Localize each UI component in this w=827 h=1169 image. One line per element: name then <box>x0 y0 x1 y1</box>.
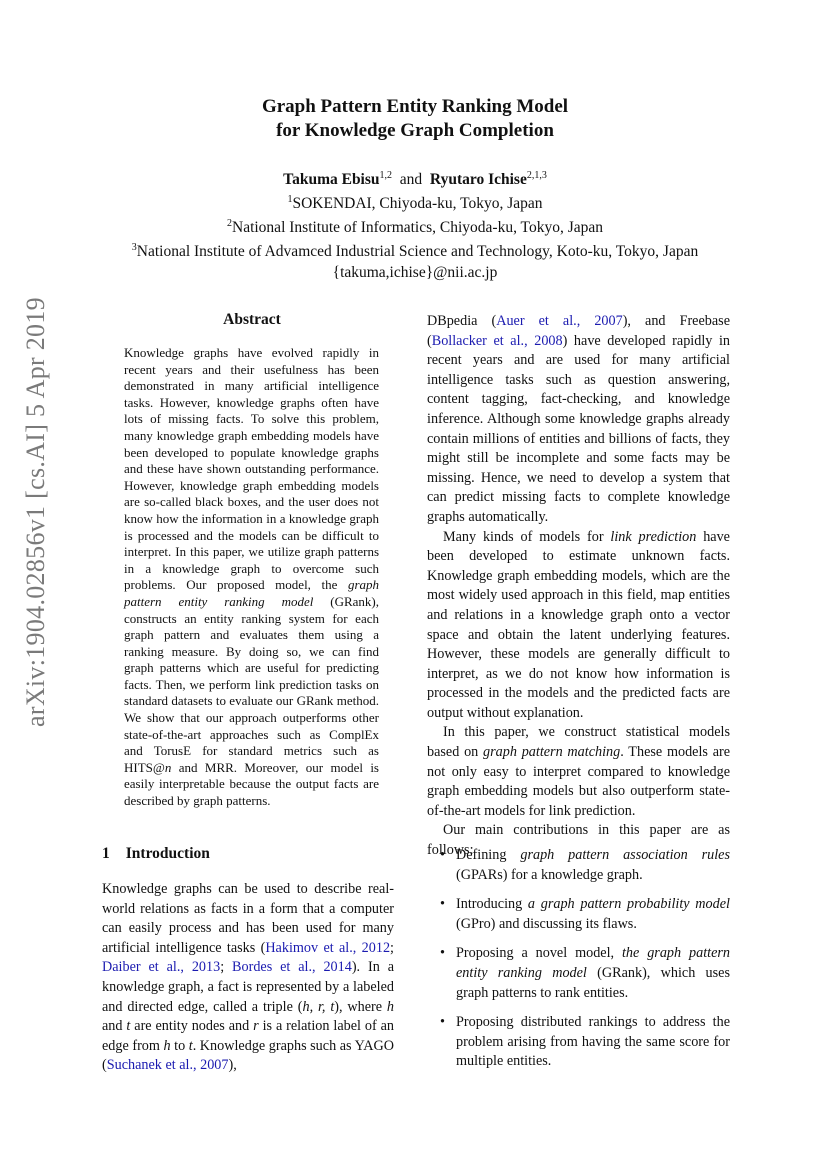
intro-text: are entity nodes and <box>130 1018 254 1035</box>
body-text: ) have developed rapidly in recent years and are used for many artificial intelligence tasks such as question answering, content tagging, fact-checking, and knowledge inference. Although some knowledge graphs already contain millions of entities and billions of facts, they might still be incomplete and some facts may be missing. Hence, we need to develop a system that can predict missing facts to complete knowledge graphs automatically. <box>427 332 730 525</box>
affiliation-1-mark: 1 <box>287 194 293 206</box>
affiliation-3 <box>100 238 730 262</box>
intro-text: . Knowledge graphs such as YAGO ( <box>102 1037 394 1074</box>
list-item <box>440 944 730 1003</box>
math-var: r <box>253 1018 259 1035</box>
intro-text: Knowledge graphs can be used to describe real-world relations as facts in a form that a computer can easily process and has been used for many artificial intelligence tasks ( <box>102 881 394 956</box>
author-conjunction: and <box>399 171 423 189</box>
math-var: h <box>386 998 394 1015</box>
affiliation-1-text: SOKENDAI, Chiyoda-ku, Tokyo, Japan <box>292 195 543 213</box>
right-paragraph-4: Our main contributions in this paper are as follows: <box>427 822 730 859</box>
list-text: (GPro) and discussing its flaws. <box>456 915 637 932</box>
citation-separator: ; <box>220 959 233 976</box>
intro-text: is a relation label of an edge from <box>102 1018 394 1054</box>
list-item <box>440 1013 730 1072</box>
abstract-text-1: Knowledge graphs have evolved rapidly in recent years and their usefulness has been demonstrated in many artificial intelligence tasks. However, knowledge graphs often have lots of missing facts. To solve this problem, many knowledge graph embedding models have been developed to populate knowledge graphs and these have shown outstanding performance. However, knowledge graph embedding models are so-called black boxes, and the user does not know how the information in a knowledge graph is processed and the models can be difficult to interpret. In this paper, we utilize graph patterns in a knowledge graph to overcome such problems. Our proposed model, the <box>124 345 379 593</box>
abstract-body <box>124 345 379 810</box>
contributions-list <box>440 846 730 1082</box>
affiliation-1 <box>100 190 730 214</box>
author-block <box>100 166 730 283</box>
list-emphasis: graph pattern association rules <box>520 847 731 863</box>
list-text: Proposing a novel model, <box>456 945 622 962</box>
list-item <box>440 895 730 934</box>
title-line-1: Graph Pattern Entity Ranking Model <box>261 96 569 117</box>
math-var: h <box>163 1037 171 1054</box>
body-text: Many kinds of models for <box>443 528 611 545</box>
affiliation-2 <box>100 214 730 238</box>
abstract-text-3: and MRR. Moreover, our model is easily interpretable because the output facts are described by graph patterns. <box>124 759 379 809</box>
section-title: Introduction <box>125 845 210 862</box>
math-triple: h, r, t <box>302 998 335 1015</box>
affiliation-2-text: National Institute of Informatics, Chiyoda-ku, Tokyo, Japan <box>232 219 603 237</box>
section-heading-introduction <box>102 845 226 863</box>
citation-link[interactable]: Daiber et al., 2013 <box>102 959 221 976</box>
right-paragraph-2 <box>427 528 730 724</box>
body-emphasis: graph pattern matching <box>483 744 621 761</box>
paper-title <box>100 95 730 143</box>
list-text: Defining <box>456 847 521 863</box>
abstract-text-2: (GRank), constructs an entity ranking system for each graph pattern and evaluates them using a ranking measure. By doing so, we can find graph patterns which are useful for predicting facts. Then, we perform link prediction tasks on standard datasets to evaluate our GRank method. We show that our approach outperforms other state-of-the-art approaches such as ComplEx and TorusE for standard metrics such as HITS@ <box>124 593 379 775</box>
author-email: {takuma,ichise}@nii.ac.jp <box>332 263 498 281</box>
body-text: have been developed to estimate unknown facts. Knowledge graph embedding models, which are the most widely used approach in this field, map entities and relations in a knowledge graph onto a vector space and obtain the latent underlying features. However, these models are generally difficult to interpret, as we do not know how information is processed in the models and the predicted facts are output without explanation. <box>427 528 730 721</box>
abstract-heading: Abstract <box>223 311 281 328</box>
intro-text: to <box>170 1037 189 1054</box>
author-line <box>100 166 730 190</box>
author-2-affiliations: 2,1,3 <box>526 170 547 181</box>
section-number: 1 <box>102 845 110 862</box>
intro-text: ), where <box>334 998 387 1015</box>
affiliation-3-mark: 3 <box>131 242 137 254</box>
intro-text: and <box>102 1018 127 1035</box>
citation-link[interactable]: Suchanek et al., 2007 <box>106 1057 229 1074</box>
body-text: DBpedia ( <box>427 313 497 329</box>
intro-text: ). In a knowledge graph, a fact is represented by a labeled and directed edge, called a triple ( <box>102 959 394 1015</box>
list-text: (GPARs) for a knowledge graph. <box>456 866 643 883</box>
author-1: Takuma Ebisu <box>283 171 380 189</box>
math-var: t <box>126 1018 131 1035</box>
introduction-paragraph <box>102 880 394 1076</box>
affiliation-2-mark: 2 <box>227 218 232 230</box>
right-column-text <box>427 312 730 861</box>
body-text: . These models are not only easy to interpret compared to knowledge graph embedding models but also outperform state-of-the-art models for link prediction. <box>427 744 731 819</box>
list-emphasis: a graph pattern probability model <box>527 896 730 913</box>
title-line-2: for Knowledge Graph Completion <box>276 120 554 141</box>
list-text: Proposing distributed rankings to address the problem arising from having the same score for multiple entities. <box>456 1014 730 1070</box>
body-text: In this paper, we construct statistical models based on <box>427 724 730 761</box>
list-text: (GRank), which uses graph patterns to rank entities. <box>456 964 730 1001</box>
right-paragraph-3 <box>427 723 730 821</box>
arxiv-identifier[interactable]: arXiv:1904.02856v1 [cs.AI] 5 Apr 2019 <box>21 297 50 727</box>
body-emphasis: link prediction <box>610 528 697 545</box>
intro-text: ), <box>228 1057 237 1074</box>
right-paragraph-1 <box>427 312 730 528</box>
abstract-em-model-name: graph pattern entity ranking model <box>124 577 379 609</box>
affiliation-3-text: National Institute of Advamced Industrial Science and Technology, Koto-ku, Tokyo, Japan <box>136 243 699 261</box>
list-text: Introducing <box>456 896 528 913</box>
list-item <box>440 846 730 885</box>
citation-link[interactable]: Hakimov et al., 2012 <box>265 939 391 956</box>
author-2: Ryutaro Ichise <box>429 171 527 189</box>
citation-link[interactable]: Auer et al., 2007 <box>496 313 623 329</box>
list-emphasis: the graph pattern entity ranking model <box>456 945 730 981</box>
math-var: t <box>188 1037 193 1054</box>
citation-link[interactable]: Bordes et al., 2014 <box>232 959 352 976</box>
body-text: ), and Freebase ( <box>427 313 730 349</box>
abstract-em-n: n <box>164 759 172 775</box>
citation-link[interactable]: Bollacker et al., 2008 <box>431 332 563 349</box>
author-1-affiliations: 1,2 <box>379 170 393 181</box>
citation-separator: ; <box>390 939 394 956</box>
